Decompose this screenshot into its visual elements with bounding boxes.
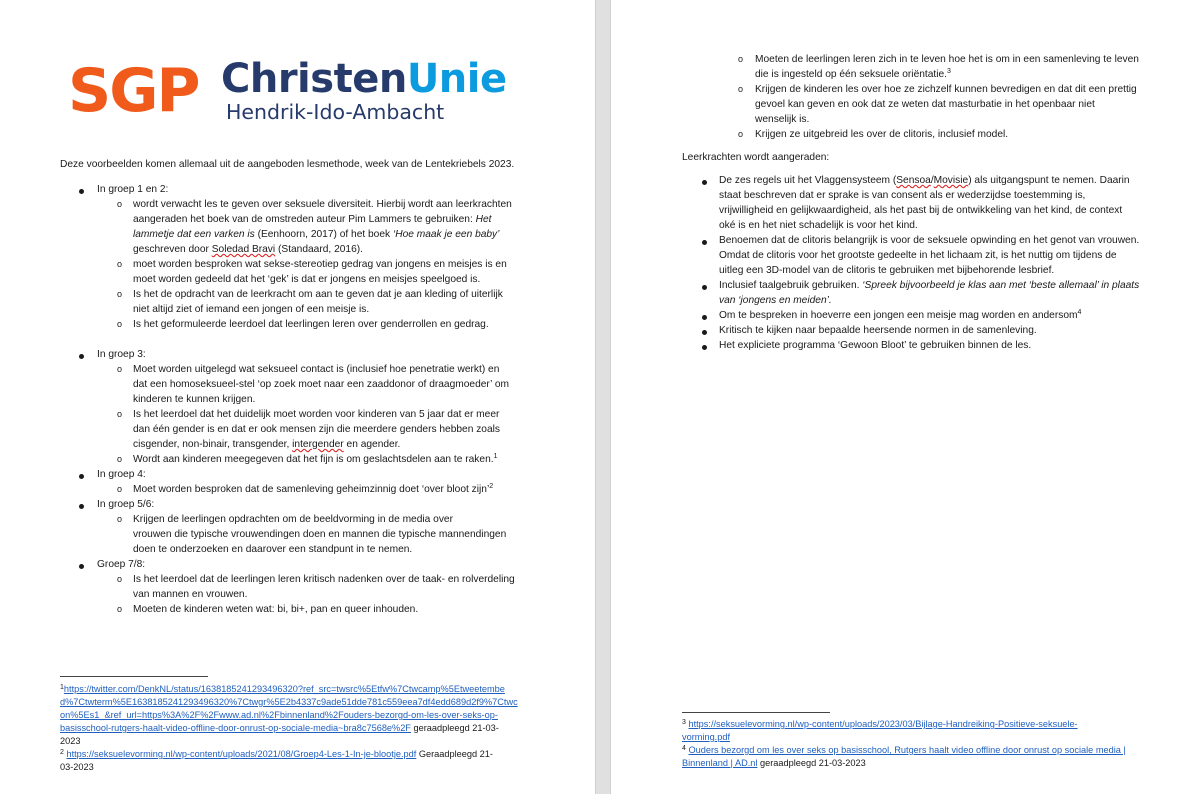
page-gap: [595, 0, 611, 794]
footnote-3-link-cont[interactable]: vorming.pdf: [682, 732, 731, 742]
list-item-line: staat beschreven dat er sprake is van consent als er wederzijdse toestemming is,: [719, 190, 1086, 201]
list-item-line: van mannen en vrouwen.: [133, 589, 248, 600]
bullet-circle: o: [738, 54, 744, 64]
logo-sgp: SGP: [68, 56, 199, 126]
logo-christenunie: [221, 55, 507, 103]
footnote-4-line: Binnenland | AD.nl geraadpleegd 21-03-2023: [682, 758, 866, 768]
bullet-circle: o: [117, 574, 123, 584]
list-item: Moet worden besproken dat de samenleving geheimzinnig doet ‘over bloot zijn’$^2$: [133, 483, 494, 495]
bullet-dot: [702, 345, 707, 350]
list-item-line: geschreven door Soledad Bravi (Standaard, 2016).: [133, 244, 363, 255]
footnote-4: $^4$ Ouders bezorgd om les over seks op basisschool, Rutgers haalt video offline door onrust op sociale media |: [682, 745, 1126, 755]
bullet-dot: [702, 315, 707, 320]
list-item: Wordt aan kinderen meegegeven dat het fijn is om geslachtsdelen aan te raken.$^1$: [133, 453, 498, 465]
list-item-line: doen te onderzoeken en daarover een standpunt in te nemen.: [133, 544, 413, 555]
group-title: Groep 7/8:: [97, 559, 146, 570]
footnote-1-link[interactable]: https://twitter.com/DenkNL/status/1638185241293496320?ref_src=twsrc%5Etfw%7Ctwcamp%5Etweetembe: [63, 684, 505, 694]
list-item-line: dat een homoseksueel-stel ‘op zoek moet naar een zaaddonor of draagmoeder’ om: [133, 379, 510, 390]
list-item-line: aangeraden het boek van de omstreden auteur Pim Lammers te gebruiken: Het: [133, 214, 492, 225]
bullet-circle: o: [117, 409, 123, 419]
group-title: In groep 5/6:: [97, 499, 155, 510]
footnote-ref: 3: [947, 68, 951, 75]
list-item: Benoemen dat de clitoris belangrijk is voor de seksuele opwinding en het genot van vrouwen.: [719, 235, 1140, 246]
list-item: Inclusief taalgebruik gebruiken. ‘Spreek bijvoorbeeld je klas aan met ‘beste allemaal’ in plaats: [719, 280, 1140, 291]
footnote-4-link-cont[interactable]: Binnenland | AD.nl: [682, 758, 758, 768]
list-item-line: vrijwilligheid en gelijkwaardigheid, als het past bij de ontwikkeling van het kind, de context: [719, 205, 1123, 216]
footnote-1: $^1$https://twitter.com/DenkNL/status/1638185241293496320?ref_src=twsrc%5Etfw%7Ctwcamp%5Etweetembe: [60, 684, 505, 694]
list-item-line: lammetje dat een varken is (Eenhoorn, 2017) of het boek ‘Hoe maak je een baby’: [133, 229, 500, 240]
footnote-2: $^2$ https://seksuelevorming.nl/wp-content/uploads/2021/08/Groep4-Les-1-In-je-blootje.pdf Geraadpleegd 21-: [60, 749, 493, 759]
footnote-1-link-cont[interactable]: d%7Ctwterm%5E1638185241293496320%7Ctwgr%5E2b4337c9ade51dde781c559eea7df4edd689d2f9%7Ctwc: [60, 697, 518, 707]
list-item: De zes regels uit het Vlaggensysteem (Sensoa/Movisie) als uitgangspunt te nemen. Daarin: [719, 175, 1130, 186]
footnote-1-date: 2023: [60, 736, 81, 746]
list-item: Moet worden uitgelegd wat seksueel contact is (inclusief hoe penetratie werkt) en: [133, 364, 500, 375]
bullet-dot: [79, 474, 84, 479]
group-title: In groep 3:: [97, 349, 146, 360]
bullet-circle: o: [117, 514, 123, 524]
list-item-line: niet altijd ziet of iemand een jongen of een meisje is.: [133, 304, 370, 315]
list-item-line: dan één gender is en dat er ook mensen zijn die meerdere genders hebben zoals: [133, 424, 500, 435]
document-page-2: [611, 0, 1200, 794]
bullet-circle: o: [117, 319, 123, 329]
party-logo: [68, 57, 528, 127]
list-item: Is het leerdoel dat de leerlingen leren kritisch nadenken over de taak- en rolverdeling: [133, 574, 515, 585]
footnote-3: $^3$ https://seksuelevorming.nl/wp-content/uploads/2023/03/Bijlage-Handreiking-Positieve-seksuele-: [682, 719, 1078, 729]
group-title: In groep 4:: [97, 469, 146, 480]
list-item-line: gevoel kan geven en ook dat ze weten dat masturbatie in het openbaar niet: [755, 99, 1095, 110]
list-item-line: Omdat de clitoris voor het grootste gedeelte in het lichaam zit, is het nuttig om tijdens de: [719, 250, 1117, 261]
bullet-dot: [702, 240, 707, 245]
bullet-circle: o: [738, 129, 744, 139]
bullet-circle: o: [117, 259, 123, 269]
list-item-line: die is ingesteld op één seksuele oriëntatie.$^3$: [755, 68, 951, 80]
footnote-ref: 2: [489, 483, 494, 490]
list-item: Is het de opdracht van de leerkracht om aan te geven dat je aan kleding of uiterlijk: [133, 289, 503, 300]
footnote-ref: 1: [493, 453, 498, 460]
footnote-1-link-cont[interactable]: basisschool-rutgers-haalt-video-offline-door-onrust-op-sociale-media~bra8c7568e%2F: [60, 723, 411, 733]
bullet-dot: [702, 330, 707, 335]
bullet-dot: [702, 180, 707, 185]
bullet-circle: o: [738, 84, 744, 94]
logo-christen: Christen: [221, 56, 407, 102]
list-item-line: cisgender, non-binair, transgender, intergender en agender.: [133, 439, 401, 450]
list-item-line: vrouwen die typische vrouwendingen doen en mannen die typische mannendingen: [133, 529, 507, 540]
list-item-line: wenselijk is.: [755, 114, 810, 125]
list-item: Krijgen ze uitgebreid les over de clitoris, inclusief model.: [755, 129, 1009, 140]
footnote-4-link[interactable]: Ouders bezorgd om les over seks op basisschool, Rutgers haalt video offline door onrust op sociale media |: [688, 745, 1126, 755]
list-item: Om te bespreken in hoeverre een jongen een meisje mag worden en andersom$^4$: [719, 309, 1082, 321]
bullet-dot: [79, 504, 84, 509]
list-item: Het expliciete programma ‘Gewoon Bloot’ te gebruiken binnen de les.: [719, 340, 1032, 351]
list-item-line: uitleg een 3D-model van de clitoris te gebruiken met bijbehorende lesbrief.: [719, 265, 1055, 276]
bullet-circle: o: [117, 484, 123, 494]
footnote-ref: 4: [1077, 309, 1082, 316]
bullet-circle: o: [117, 364, 123, 374]
intro-text: Deze voorbeelden komen allemaal uit de aangeboden lesmethode, week van de Lentekriebels 2023.: [60, 159, 515, 170]
list-item: Moeten de kinderen weten wat: bi, bi+, pan en queer inhouden.: [133, 604, 419, 615]
list-item-line: moet worden gedeeld dat het ‘gek’ is dat er jongens en meisjes speelgoed is.: [133, 274, 481, 285]
footnote-1-link-cont[interactable]: on%5Es1_&ref_url=https%3A%2F%2Fwww.ad.nl%2Fbinnenland%2Fouders-bezorgd-om-les-over-seks-op-: [60, 710, 498, 720]
bullet-circle: o: [117, 289, 123, 299]
bullet-dot: [79, 564, 84, 569]
footnote-separator: [60, 676, 208, 677]
footnote-2-date: 03-2023: [60, 762, 94, 772]
group-title: In groep 1 en 2:: [97, 184, 169, 195]
logo-unie: Unie: [406, 56, 507, 102]
bullet-dot: [702, 285, 707, 290]
logo-subtitle: Hendrik-Ido-Ambacht: [226, 100, 445, 124]
bullet-circle: o: [117, 454, 123, 464]
list-item: Krijgen de kinderen les over hoe ze zichzelf kunnen bevredigen en dat dit een prettig: [755, 84, 1137, 95]
document-page-1: [0, 0, 595, 794]
footnote-2-link[interactable]: https://seksuelevorming.nl/wp-content/uploads/2021/08/Groep4-Les-1-In-je-blootje.pdf: [66, 749, 417, 759]
list-item: Is het leerdoel dat het duidelijk moet worden voor kinderen van 5 jaar dat er meer: [133, 409, 500, 420]
list-item-line: kinderen te kunnen krijgen.: [133, 394, 256, 405]
list-item: Moeten de leerlingen leren zich in te leven hoe het is om in een samenleving te leven: [755, 54, 1139, 65]
list-item: Is het geformuleerde leerdoel dat leerlingen leren over genderrollen en gedrag.: [133, 319, 489, 330]
bullet-dot: [79, 189, 84, 194]
list-item-line: van ‘jongens en meiden’.: [719, 295, 832, 306]
footnote-1-line: basisschool-rutgers-haalt-video-offline-door-onrust-op-sociale-media~bra8c7568e%2F geraadpleegd 21-03-: [60, 723, 499, 733]
list-item: wordt verwacht les te geven over seksuele diversiteit. Hierbij wordt aan leerkrachten: [133, 199, 512, 210]
list-item: Kritisch te kijken naar bepaalde heersende normen in de samenleving.: [719, 325, 1037, 336]
bullet-dot: [79, 354, 84, 359]
list-item-line: oké is en het niet schadelijk is voor het kind.: [719, 220, 918, 231]
bullet-circle: o: [117, 604, 123, 614]
footnote-separator: [682, 712, 830, 713]
footnote-3-link[interactable]: https://seksuelevorming.nl/wp-content/uploads/2023/03/Bijlage-Handreiking-Positieve-seksuele-: [688, 719, 1078, 729]
bullet-circle: o: [117, 199, 123, 209]
section-heading: Leerkrachten wordt aangeraden:: [682, 152, 830, 163]
list-item: Krijgen de leerlingen opdrachten om de beeldvorming in de media over: [133, 514, 453, 525]
list-item: moet worden besproken wat sekse-stereotiep gedrag van jongens en meisjes is en: [133, 259, 507, 270]
